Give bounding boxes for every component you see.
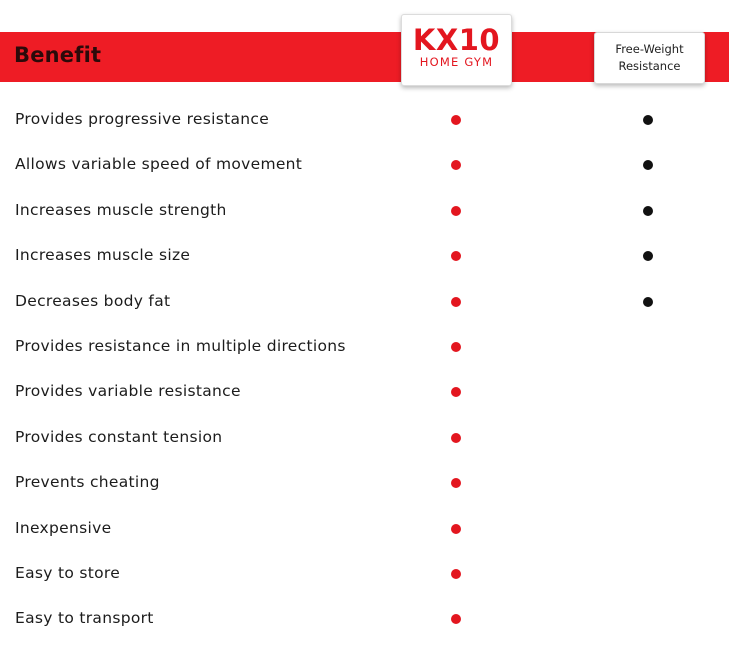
free-weight-column-header <box>594 32 705 84</box>
benefit-label: Provides resistance in multiple directions <box>15 336 346 355</box>
table-row <box>0 461 729 506</box>
table-row <box>0 597 729 642</box>
free-weight-check-dot <box>643 115 653 125</box>
benefit-label: Allows variable speed of movement <box>15 155 303 174</box>
benefit-table-body <box>0 98 729 643</box>
kx10-check-dot <box>451 160 461 170</box>
benefit-label: Easy to transport <box>15 609 154 628</box>
kx10-logo-title: KX10 <box>412 23 501 57</box>
free-weight-header-line2: Resistance <box>618 59 681 73</box>
kx10-check-dot <box>451 614 461 624</box>
free-weight-check-dot <box>643 206 653 216</box>
table-row <box>0 189 729 234</box>
kx10-check-dot <box>451 569 461 579</box>
table-row <box>0 98 729 143</box>
benefit-label: Prevents cheating <box>15 473 160 492</box>
table-row <box>0 280 729 325</box>
benefit-label: Provides variable resistance <box>15 382 241 401</box>
table-row <box>0 143 729 188</box>
kx10-check-dot <box>451 342 461 352</box>
kx10-check-dot <box>451 115 461 125</box>
free-weight-check-dot <box>643 160 653 170</box>
kx10-check-dot <box>451 251 461 261</box>
free-weight-check-dot <box>643 251 653 261</box>
kx10-check-dot <box>451 206 461 216</box>
table-row <box>0 507 729 552</box>
benefit-label: Decreases body fat <box>15 291 171 310</box>
kx10-check-dot <box>451 433 461 443</box>
free-weight-header-line1: Free-Weight <box>615 42 684 56</box>
benefit-label: Inexpensive <box>15 518 112 537</box>
benefit-column-header: Benefit <box>14 43 102 67</box>
benefit-label: Easy to store <box>15 563 121 582</box>
kx10-check-dot <box>451 387 461 397</box>
benefit-label: Provides constant tension <box>15 427 223 446</box>
benefit-label: Increases muscle size <box>15 246 191 265</box>
table-row <box>0 416 729 461</box>
table-row <box>0 325 729 370</box>
kx10-check-dot <box>451 478 461 488</box>
table-row <box>0 234 729 279</box>
benefit-label: Increases muscle strength <box>15 200 227 219</box>
free-weight-check-dot <box>643 297 653 307</box>
kx10-column-header <box>401 14 512 86</box>
table-row <box>0 552 729 597</box>
table-row <box>0 370 729 415</box>
kx10-check-dot <box>451 524 461 534</box>
kx10-check-dot <box>451 297 461 307</box>
benefit-label: Provides progressive resistance <box>15 110 270 128</box>
kx10-logo-subtitle: HOME GYM <box>419 55 494 69</box>
